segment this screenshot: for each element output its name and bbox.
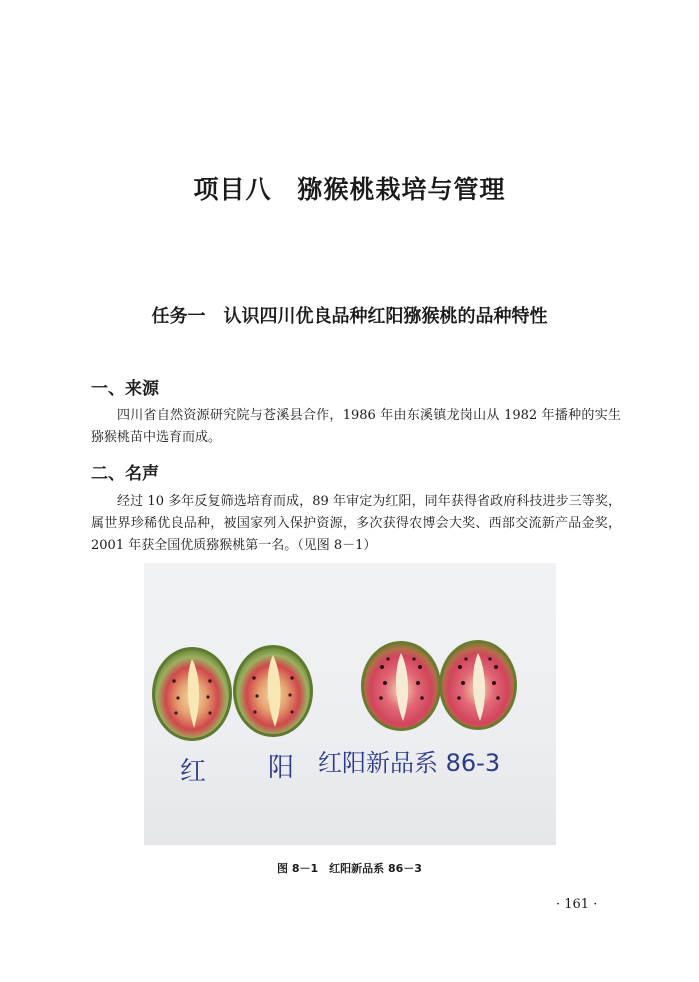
project-title: 项目八 猕猴桃栽培与管理 <box>193 175 506 204</box>
kiwifruit-half-4 <box>439 640 517 730</box>
fruit-label-right: 红阳新品系 86-3 <box>318 749 501 777</box>
kiwifruit-photo <box>144 563 556 845</box>
figure-caption: 图 8－1 红阳新品系 86－3 <box>277 862 422 875</box>
fruit-label-left-1: 红 <box>180 757 207 787</box>
kiwifruit-half-1 <box>152 647 232 741</box>
kiwifruit-half-3 <box>361 641 441 731</box>
section-text-reputation: 经过 10 多年反复筛选培育而成，89 年审定为红阳，同年获得省政府科技进步三等奖，属世界珍稀优良品种，被国家列入保护资源，多次获得农博会大奖、西部交流新产品金奖，2001 年获全国优质猕猴桃第一名。（见图 8－1） <box>91 494 621 553</box>
kiwifruit-half-2 <box>233 645 313 737</box>
page-number: · 161 · <box>556 897 598 912</box>
section-heading-reputation: 二、名声 <box>91 464 159 484</box>
section-heading-source: 一、来源 <box>91 379 159 399</box>
section-text-source: 四川省自然资源研究院与苍溪县合作，1986 年由东溪镇龙岗山从 1982 年播种的实生猕猴桃苗中选育而成。 <box>91 408 621 445</box>
kiwifruit-illustration <box>144 563 556 845</box>
fruit-label-left-2: 阳 <box>268 753 295 783</box>
task-title: 任务一 认识四川优良品种红阳猕猴桃的品种特性 <box>151 306 548 327</box>
